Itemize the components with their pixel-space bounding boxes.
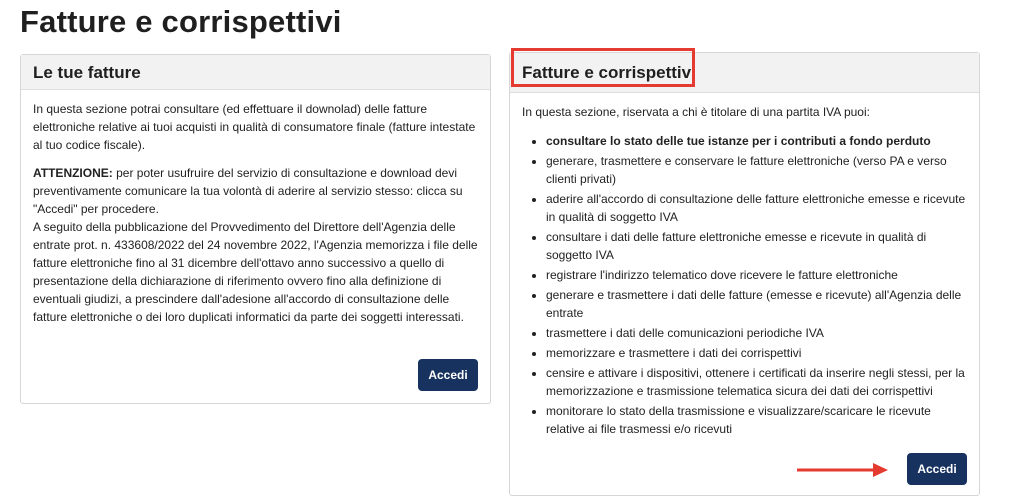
card-body [510,93,979,438]
list-item: • censire e attivare i dispositivi, ottenere i certificati da inserire negli stessi, per la memorizzazione e trasmissione telematica sicura dei dati dei corrispettivi [546,364,967,400]
accedi-button[interactable]: Accedi [907,453,967,485]
card-header [21,55,490,90]
list-item: • trasmettere i dati delle comunicazioni periodiche IVA [546,324,967,342]
list-item: • registrare l'indirizzo telematico dove ricevere le fatture elettroniche [546,266,967,284]
list-item: • consultare lo stato delle tue istanze per i contributi a fondo perduto [546,132,967,150]
card-title: Fatture e corrispettivi [522,63,696,82]
list-item: • generare, trasmettere e conservare le fatture elettroniche (verso PA e verso clienti privati) [546,152,967,188]
list-item: • memorizzare e trasmettere i dati dei corrispettivi [546,344,967,362]
accedi-button[interactable]: Accedi [418,359,478,391]
feature-list [522,132,967,438]
list-item: • monitorare lo stato della trasmissione e visualizzare/scaricare le ricevute relative ai file trasmessi e/o ricevuti [546,402,967,438]
card-header [510,53,979,93]
intro-text: In questa sezione potrai consultare (ed effettuare il downolad) delle fatture elettroniche relative ai tuoi acquisti in qualità di consumatore finale (fatture intestate al tuo codice fiscale). [33,102,476,152]
list-item: • generare e trasmettere i dati delle fatture (emesse e ricevute) all'Agenzia delle entrate [546,286,967,322]
page-title: Fatture e corrispettivi [20,4,342,39]
highlight-box [511,48,695,87]
list-item: • aderire all'accordo di consultazione delle fatture elettroniche emesse e ricevute in qualità di soggetto IVA [546,190,967,226]
card-body [21,90,490,326]
card-title: Le tue fatture [33,63,141,82]
intro-text: In questa sezione, riservata a chi è titolare di una partita IVA puoi: [522,105,870,119]
arrow-right-icon [795,460,890,480]
note-text: A seguito della pubblicazione del Provvedimento del Direttore dell'Agenzia delle entrate prot. n. 433608/2022 del 24 novembre 2022, l'Agenzia memorizza i file delle fatture elettroniche fino al 31 dicembre dell'ottavo anno successivo a quello di presentazione della dichiarazione di riferimento ovvero fino alla definizione di eventuali giudizi, a prescindere dall'adesione all'accordo di consultazione delle fatture elettroniche o dei loro duplicati informatici da parte dei soggetti interessati. [33,220,478,324]
list-item: • consultare i dati delle fatture elettroniche emesse e ricevute in qualità di soggetto IVA [546,228,967,264]
attention-text: per poter usufruire del servizio di consultazione e download devi preventivamente comunicare la tua volontà di aderire al servizio stesso: clicca su "Accedi" per procedere. [33,166,463,216]
le-tue-fatture-card [20,54,491,404]
attention-label: ATTENZIONE: [33,166,113,180]
attention-paragraph [33,164,478,218]
fatture-corrispettivi-card [509,52,980,496]
